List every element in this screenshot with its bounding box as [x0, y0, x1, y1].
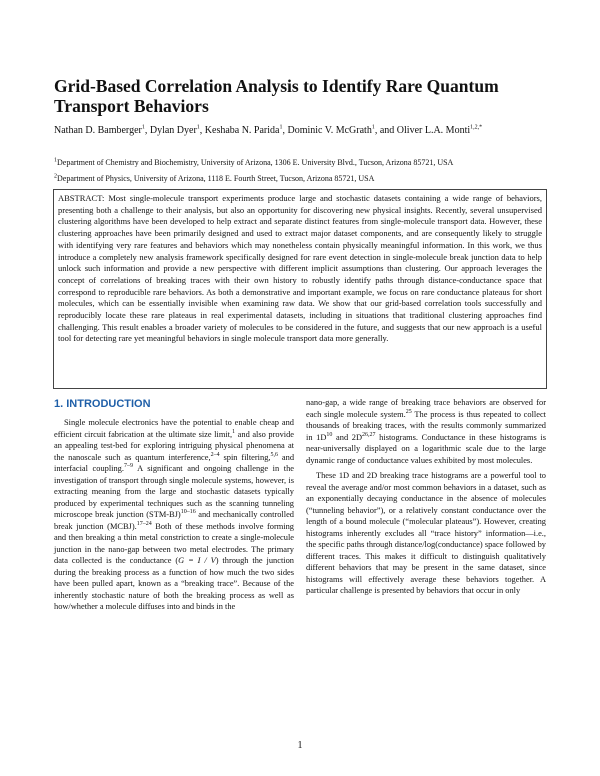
text-run: and interfacial coupling. [54, 452, 295, 473]
affiliation-text: Department of Physics, University of Arizona, 1118 E. Fourth Street, Tucson, Arizona 85721, USA [57, 174, 375, 183]
intro-paragraph-1-continued [306, 397, 546, 466]
text-run: Single molecule electronics have the potential to enable cheap and efficient circuit fabrication at the ultimate size limit, [54, 418, 294, 439]
author-affiliation-mark: 1 [141, 124, 145, 131]
author-separator: , [199, 125, 205, 136]
text-run: and also provide an appealing test-bed for exploring intriguing physical phenomena at the nanoscale such as quantum interference, [54, 429, 294, 462]
citation: 10 [326, 431, 333, 438]
abstract-box [53, 189, 547, 389]
affiliation-1 [54, 158, 554, 168]
abstract-text: ABSTRACT: Most single-molecule transport experiments produce large and stochastic datasets containing a wide range of behaviors, presenting both a challenge to their analysis, but also an opportunity for discovering new physical insights. Recently, several unsupervised clustering algorithms have been developed to help extract and separate distinct features from single-molecule transport data. However, these clustering approaches have been primarily designed and used to extract major dataset components, and are consequently likely to struggle with identifying very rare features and behaviors which may nonetheless contain physically meaningful information. In this work, we thus introduce a completely new analysis framework specifically designed for rare event detection in single-molecule break junction data to help unlock such information and provide a new perspective with different implicit assumptions than clustering. Our approach leverages the concept of correlations of breaking traces with their own history to robustly identify paths through distance-conductance space that correspond to reproducible rare behaviors. As both a demonstrative and important example, we focus on rare conductance plateaus for short molecules, which can be essentially invisible when examining raw data. We show that our grid-based correlation tools successfully and reproducibly locate these rare plateaus in real experimental datasets, including in situations that traditional clustering approaches find challenging. This result enables a broader variety of molecules to be considered in the future, and suggests that our new approach is a useful tool for detecting rare yet meaningful behaviors in single molecule transport data more generally. [58, 193, 542, 344]
text-run: A significant and ongoing challenge in the investigation of transport through single molecule systems, however, is extracting meaning from the large and stochastic datasets typically produced by experimental techniques such as the scanning tunneling microscope break junction (STM-BJ) [54, 464, 294, 519]
citation: 1 [232, 428, 236, 435]
citation: 10–16 [180, 509, 196, 516]
page-number: 1 [297, 740, 303, 751]
affiliation-text: Department of Chemistry and Biochemistry, University of Arizona, 1306 E. University Blvd., Tucson, Arizona 85721, USA [57, 158, 454, 167]
author-name: Dylan Dyer [149, 125, 197, 136]
affiliation-mark: 2 [54, 173, 57, 180]
author-separator: , [282, 125, 288, 136]
intro-paragraph-2: These 1D and 2D breaking trace histograms are a powerful tool to reveal the average and/or most common behaviors in a dataset, such as an exponentially decaying conductance in the absence of molecules (“tunneling behavior”), or a relatively constant conductance over the length of a bound molecule (“molecular plateaus”). However, creating histograms inherently excludes all “trace history” information—i.e., the specific paths through distance/log(conductance) space followed by different traces. This makes it difficult to distinguish qualitatively different behaviors that may be present in the same dataset, since histograms will effectively average these behaviors together. A particular challenge is presented by behaviors that occur in only [306, 471, 546, 595]
text-run: and mechanically controlled break junction (MCBJ). [54, 510, 294, 531]
right-column [306, 397, 546, 597]
affiliation-2 [54, 174, 554, 184]
text-run: spin filtering, [219, 452, 271, 462]
citation: 5,6 [270, 451, 278, 458]
author-affiliation-mark: 1,2,* [470, 124, 483, 131]
author-separator: , [144, 125, 150, 136]
text-run: The process is thus repeated to collect thousands of breaking traces, with the results commonly summarized in 1D [306, 409, 546, 442]
conductance-formula: G = I / V [178, 556, 216, 565]
section-heading: 1. INTRODUCTION [54, 398, 151, 410]
author-affiliation-mark: 1 [196, 124, 200, 131]
left-column [54, 397, 294, 613]
intro-paragraph-1 [54, 417, 294, 613]
author-list [54, 124, 550, 137]
citation: 17–24 [136, 520, 152, 527]
text-run: and 2D [332, 432, 363, 442]
text-run: Both of these methods involve forming and then breaking a thin metal constriction to create a single-molecule junction in the nano-gap between two metal electrodes. The primary data collected is the conductance ( [54, 521, 294, 565]
text-run: nano-gap, a wide range of breaking trace behaviors are observed for each single molecule system. [306, 398, 546, 419]
author-separator: , and [374, 125, 397, 136]
citation: 2–4 [210, 451, 220, 458]
citation: 25 [405, 408, 412, 415]
text-run: histograms. Conductance in these histograms is near-universally displayed on a logarithmic scale due to the large dynamic range of conductance values exhibited by most molecules. [306, 432, 547, 465]
author-affiliation-mark: 1 [279, 124, 283, 131]
affiliation-mark: 1 [54, 157, 57, 164]
text-run: ) through the junction during the breaking process as a function of how much the two sides have been pulled apart, known as a “breaking trace”. Because of the inherently stochastic nature of both the breaking process as well as how/whether a molecule diffuses into and binds in the [54, 556, 294, 611]
author-name: Nathan D. Bamberger [54, 125, 142, 136]
paper-title: Grid-Based Correlation Analysis to Identify Rare Quantum Transport Behaviors [54, 76, 499, 116]
citation: 26,27 [362, 431, 376, 438]
citation: 7–9 [123, 463, 133, 470]
author-affiliation-mark: 1 [371, 124, 375, 131]
author-name: Oliver L.A. Monti [396, 125, 471, 136]
author-name: Dominic V. McGrath [287, 125, 372, 136]
author-name: Keshaba N. Parida [204, 125, 280, 136]
